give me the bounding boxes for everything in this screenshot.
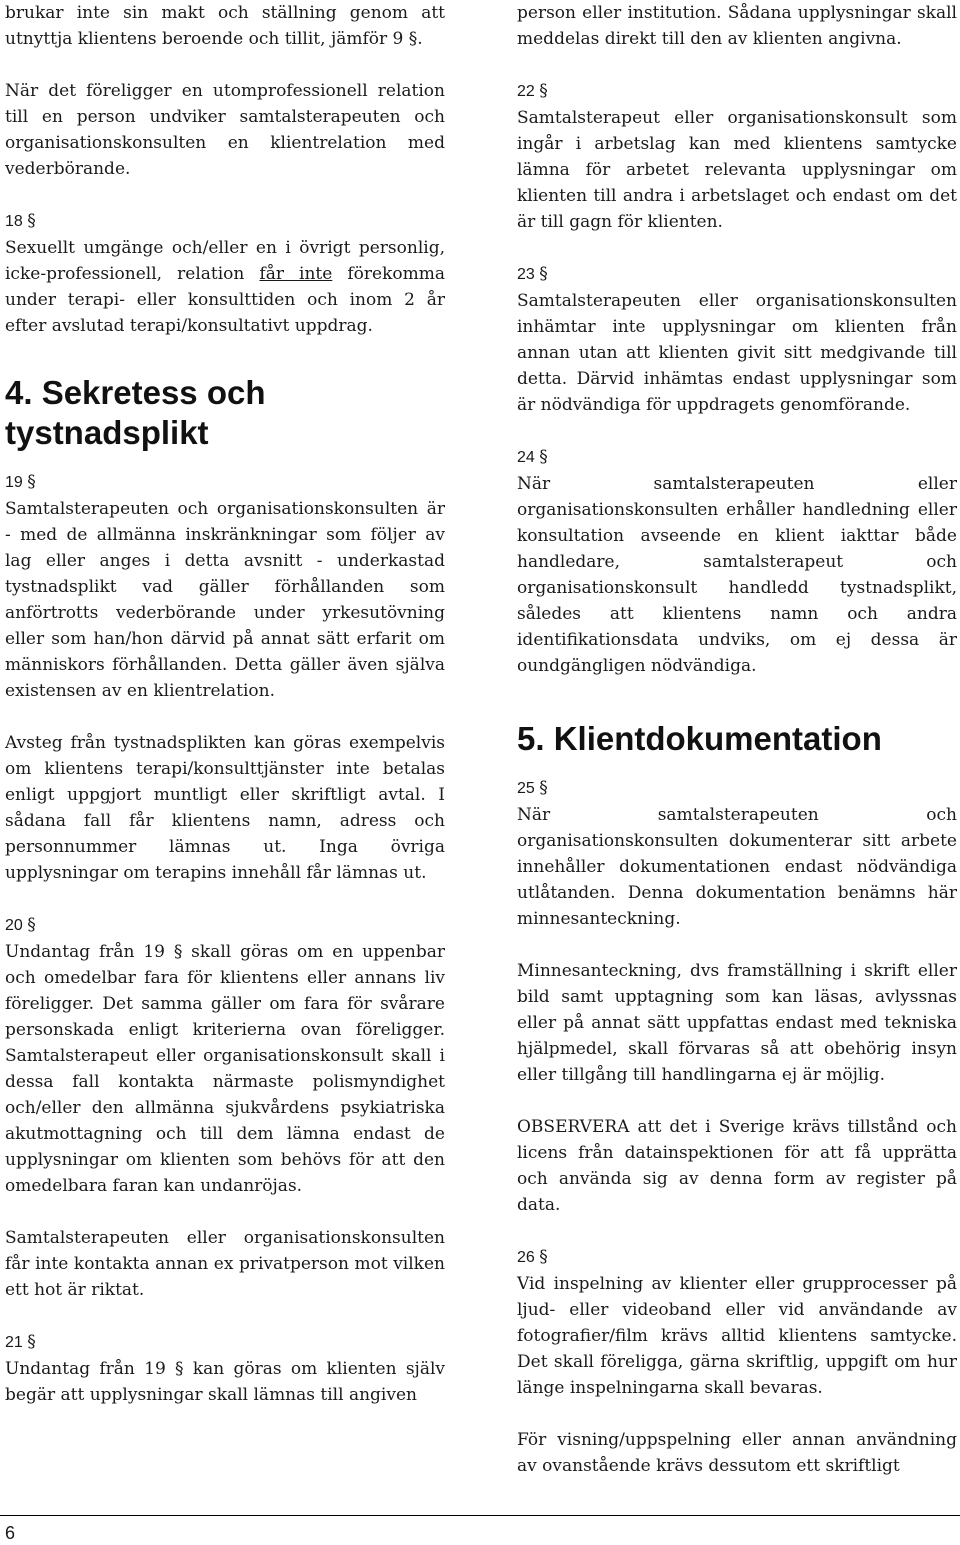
section-symbol: § [27,1332,36,1352]
section-number: 26 [517,1249,535,1266]
section-18-text [5,235,445,339]
section-24-heading [517,444,957,471]
footer-divider [0,1515,960,1516]
section-18-text-a: Sexuellt umgänge och/eller en i övrigt personlig, icke-professionell, relation [5,238,445,284]
section-23-heading [517,261,957,288]
left-column [5,0,445,1408]
paragraph-outside-relation: När det föreligger en utomprofessionell relation till en person undviker samtalsterapeuten och organisationskonsulten en klientrelation med vederbörande. [5,81,445,179]
page-number: 6 [5,1523,16,1543]
section-number: 21 [5,1334,23,1351]
section-symbol: § [27,211,36,231]
section-symbol: § [539,447,548,467]
paragraph-continuation: person eller institution. Sådana upplysningar skall meddelas direkt till den av klienten angivna. [517,3,957,49]
section-19-text: Samtalsterapeuten och organisationskonsulten är - med de allmänna inskränkningar som följer av lag eller anges i detta avsnitt - underkastad tystnadsplikt vad gäller förhållanden som anförtrotts vederbörande under yrkesutövning eller som han/hon därvid på annat sätt erfarit om människors förhållanden. Detta gäller även själva existensen av en klientrelation. [5,499,445,701]
section-symbol: § [27,472,36,492]
section-20-heading [5,912,445,939]
section-24-text: När samtalsterapeuten eller organisationskonsulten erhåller handledning eller konsultation avseende en klient iakttar både handledare, samtalsterapeut och organisationskonsult handledd tystnadsplikt, således att klientens namn och andra identifikationsdata undviks, om ej dessa är oundgängligen nödvändiga. [517,474,957,676]
section-18-heading [5,208,445,235]
section-symbol: § [539,81,548,101]
section-number: 25 [517,780,535,797]
section-18-text-b: förekomma under terapi- eller konsulttiden och inom 2 år efter avslutad terapi/konsultativt uppdrag. [5,264,445,336]
section-18-underlined: får inte [259,264,333,284]
section-number: 22 [517,83,535,100]
section-symbol: § [539,264,548,284]
section-number: 23 [517,266,535,283]
section-21-heading [5,1329,445,1356]
section-25-text: När samtalsterapeuten och organisationskonsulten dokumenterar sitt arbete innehåller dokumentationen endast nödvändiga utlåtanden. Denna dokumentation benämns här minnesanteckning. [517,805,957,929]
section-22-heading [517,78,957,105]
section-20-text: Undantag från 19 § skall göras om en uppenbar och omedelbar fara för klientens eller annans liv föreligger. Det samma gäller om fara för svårare personskada enligt kriterierna ovan föreligger. Samtalsterapeut eller organisationskonsult skall i dessa fall kontakta närmaste polismyndighet och/eller den allmänna sjukvårdens psykiatriska akutmottagning och till dem lämna endast de upplysningar om klienten som behövs för att den omedelbara faran kan undanröjas. [5,942,445,1196]
right-column [517,0,957,1479]
section-23-text: Samtalsterapeuten eller organisationskonsulten inhämtar inte upplysningar om klienten från annan utan att klienten givit sitt medgivande till detta. Därvid inhämtas endast upplysningar som är nödvändiga för uppdragets genomförande. [517,291,957,415]
section-19-heading [5,469,445,496]
section-symbol: § [539,1247,548,1267]
section-number: 18 [5,213,23,230]
section-26-text: Vid inspelning av klienter eller grupprocesser på ljud- eller videoband eller vid användande av fotografier/film krävs alltid klientens samtycke. Det skall föreligga, gärna skriftlig, uppgift om hur länge inspelningarna skall bevaras. [517,1274,957,1398]
section-26-display: För visning/uppspelning eller annan användning av ovanstående krävs dessutom ett skriftligt [517,1430,957,1476]
section-number: 24 [517,449,535,466]
section-20-contact: Samtalsterapeuten eller organisationskonsulten får inte kontakta annan ex privatperson mot vilken ett hot är riktat. [5,1228,445,1300]
section-number: 19 [5,474,23,491]
section-number: 20 [5,917,23,934]
section-19-exception: Avsteg från tystnadsplikten kan göras exempelvis om klientens terapi/konsulttjänster inte betalas enligt uppgjort muntligt eller skriftligt avtal. I sådana fall får klientens namn, adress och personnummer lämnas ut. Inga övriga upplysningar om terapins innehåll får lämnas ut. [5,733,445,883]
heading-chapter-4: 4. Sekretess och tystnadsplikt [5,374,266,451]
section-26-heading [517,1244,957,1271]
paragraph-intro: brukar inte sin makt och ställning genom att utnyttja klientens beroende och tillit, jämför 9 §. [5,3,445,49]
heading-chapter-5: 5. Klientdokumentation [517,720,882,757]
section-symbol: § [539,778,548,798]
section-25-observe: OBSERVERA att det i Sverige krävs tillstånd och licens från datainspektionen för att få upprätta och använda sig av denna form av register på data. [517,1117,957,1215]
section-25-heading [517,775,957,802]
section-symbol: § [27,915,36,935]
section-21-text: Undantag från 19 § kan göras om klienten själv begär att upplysningar skall lämnas till angiven [5,1359,445,1405]
section-22-text: Samtalsterapeut eller organisationskonsult som ingår i arbetslag kan med klientens samtycke lämna för arbetet relevanta upplysningar om klienten till andra i arbetslaget och endast om det är till gagn för klienten. [517,108,957,232]
section-25-storage: Minnesanteckning, dvs framställning i skrift eller bild samt upptagning som kan läsas, avlyssnas eller på annat sätt uppfattas endast med tekniska hjälpmedel, skall förvaras så att obehörig insyn eller tillgång till handlingarna ej är möjlig. [517,961,957,1085]
